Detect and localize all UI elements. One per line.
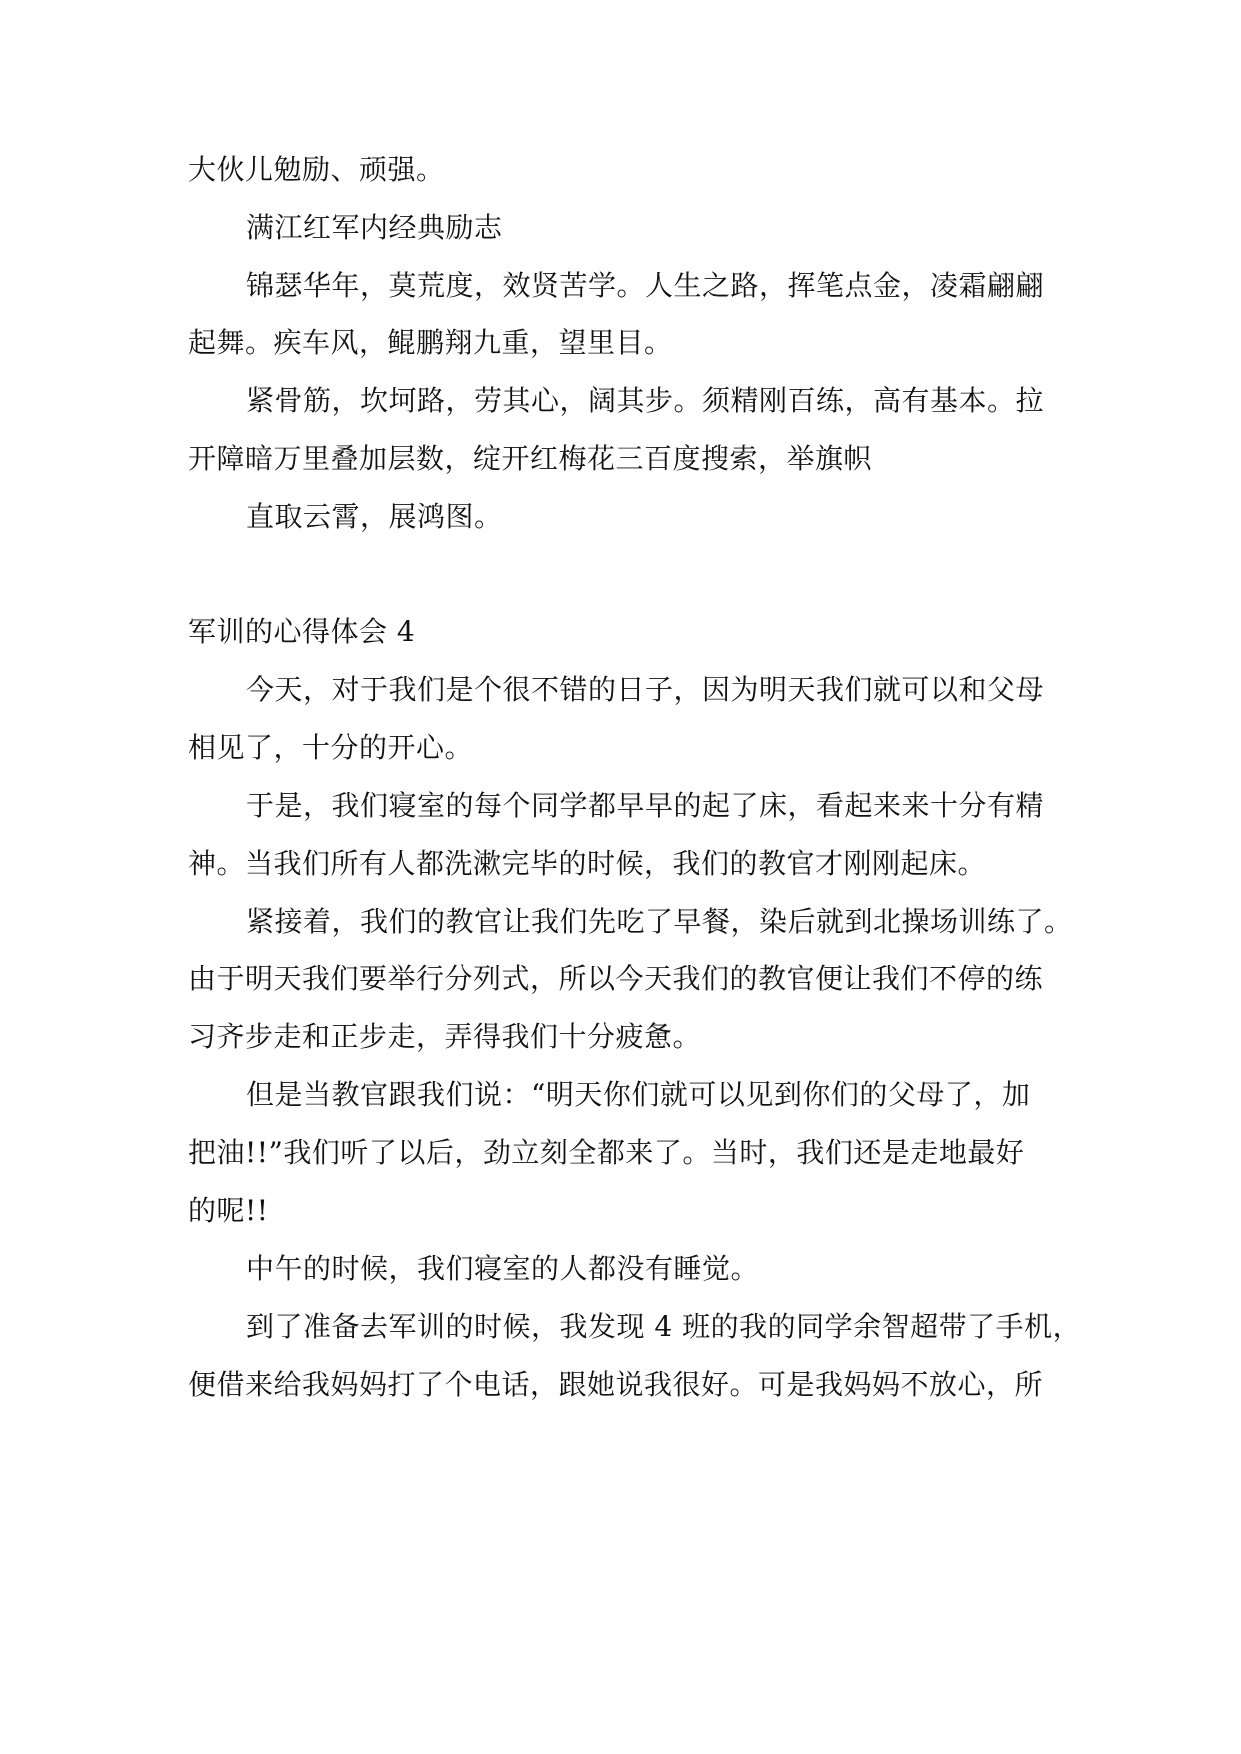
text-line: 习齐步走和正步走，弄得我们十分疲惫。 <box>188 1020 702 1053</box>
text-line: 于是，我们寝室的每个同学都早早的起了床，看起来来十分有精 <box>246 789 1045 822</box>
text-line: 紧接着，我们的教官让我们先吃了早餐，染后就到北操场训练了。 <box>246 905 1073 938</box>
text-line: 大伙儿勉励、顽强。 <box>188 153 445 186</box>
text-line: 到了准备去军训的时候，我发现 4 班的我的同学余智超带了手机， <box>246 1310 1082 1343</box>
text-line: 今天，对于我们是个很不错的日子，因为明天我们就可以和父母 <box>246 673 1045 706</box>
text-line: 直取云霄，展鸿图。 <box>246 500 503 533</box>
text-line: 中午的时候，我们寝室的人都没有睡觉。 <box>246 1252 760 1285</box>
text-line: 的呢!! <box>188 1194 269 1227</box>
text-line: 紧骨筋，坎坷路，劳其心，阔其步。须精刚百练，高有基本。拉 <box>246 384 1045 417</box>
text-line: 由于明天我们要举行分列式，所以今天我们的教官便让我们不停的练 <box>188 962 1044 995</box>
text-line: 把油!!”我们听了以后，劲立刻全都来了。当时，我们还是走地最好 <box>188 1136 1025 1169</box>
section-heading: 军训的心得体会 4 <box>188 615 416 648</box>
text-line: 便借来给我妈妈打了个电话，跟她说我很好。可是我妈妈不放心，所 <box>188 1368 1044 1401</box>
text-line: 神。当我们所有人都洗漱完毕的时候，我们的教官才刚刚起床。 <box>188 847 987 880</box>
text-line: 但是当教官跟我们说：“明天你们就可以见到你们的父母了，加 <box>246 1078 1031 1111</box>
poem-title: 满江红军内经典励志 <box>246 211 503 244</box>
text-line: 开障暗万里叠加层数，绽开红梅花三百度搜索，举旗帜 <box>188 442 873 475</box>
text-line: 起舞。疾车风，鲲鹏翔九重，望里目。 <box>188 326 673 359</box>
text-line: 锦瑟华年，莫荒度，效贤苦学。人生之路，挥笔点金，凌霜翩翩 <box>246 269 1045 302</box>
text-line: 相见了，十分的开心。 <box>188 731 474 764</box>
